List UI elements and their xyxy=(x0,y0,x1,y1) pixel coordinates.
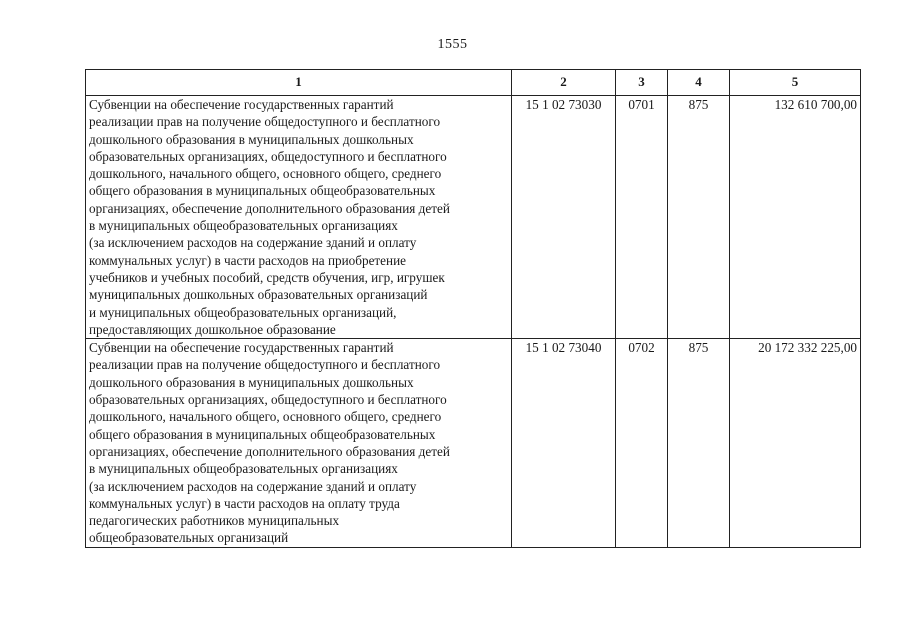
page-number: 1555 xyxy=(437,37,468,52)
table-row xyxy=(86,96,861,339)
budget-table xyxy=(85,69,861,548)
table-row xyxy=(86,339,861,548)
row-target-code: 15 1 02 73040 xyxy=(512,339,616,548)
row-amount: 20 172 332 225,00 xyxy=(730,339,861,548)
column-header-4: 4 xyxy=(668,70,730,96)
table-header-row xyxy=(86,70,861,96)
row-section-code: 0702 xyxy=(616,339,668,548)
row-description: Субвенции на обеспечение государственных гарантий реализации прав на получение общедоступного и бесплатного дошкольного образования в муниципальных дошкольных образовательных организациях, общедоступного и бесплатного дошкольного, начального общего, основного общего, среднего общего образования в муниципальных общеобразовательных организациях, обеспечение дополнительного образования детей в муниципальных общеобразовательных организациях (за исключением расходов на содержание зданий и оплату коммунальных услуг) в части расходов на приобретение учебников и учебных пособий, средств обучения, игр, игрушек муниципальных дошкольных образовательных организаций и муниципальных общеобразовательных организаций, предоставляющих дошкольное образование xyxy=(86,96,512,339)
row-expense-group: 875 xyxy=(668,96,730,339)
column-header-3: 3 xyxy=(616,70,668,96)
row-section-code: 0701 xyxy=(616,96,668,339)
row-description: Субвенции на обеспечение государственных гарантий реализации прав на получение общедоступного и бесплатного дошкольного образования в муниципальных дошкольных образовательных организациях, общедоступного и бесплатного дошкольного, начального общего, основного общего, среднего общего образования в муниципальных общеобразовательных организациях, обеспечение дополнительного образования детей в муниципальных общеобразовательных организациях (за исключением расходов на содержание зданий и оплату коммунальных услуг) в части расходов на оплату труда педагогических работников муниципальных общеобразовательных организаций xyxy=(86,339,512,548)
column-header-1: 1 xyxy=(86,70,512,96)
column-header-5: 5 xyxy=(730,70,861,96)
row-target-code: 15 1 02 73030 xyxy=(512,96,616,339)
row-amount: 132 610 700,00 xyxy=(730,96,861,339)
row-expense-group: 875 xyxy=(668,339,730,548)
column-header-2: 2 xyxy=(512,70,616,96)
